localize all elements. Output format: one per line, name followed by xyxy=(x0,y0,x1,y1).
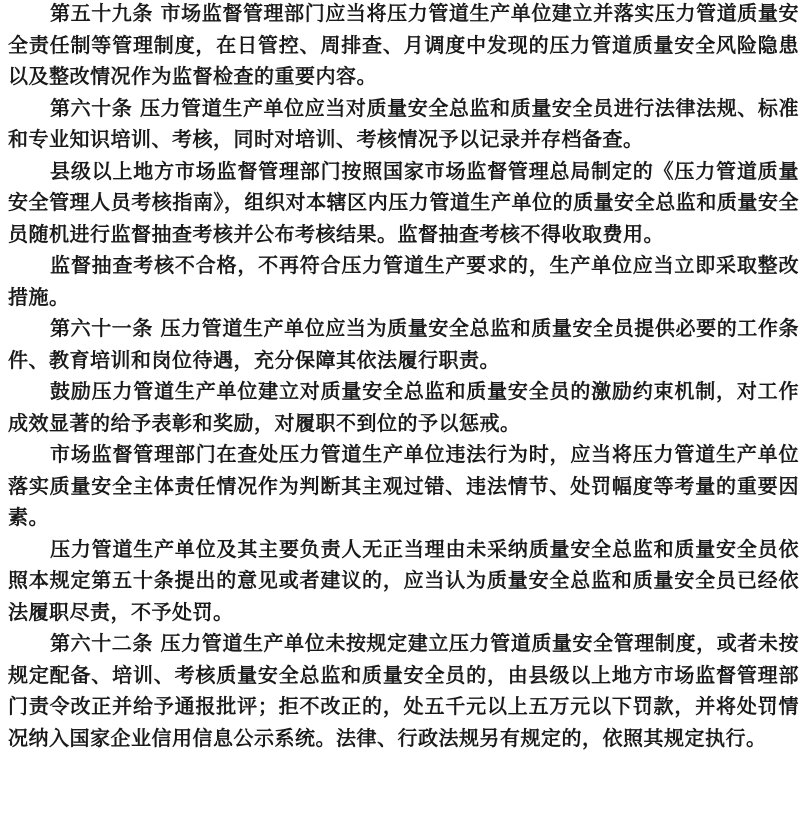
paragraph-article-61-incentive: 鼓励压力管道生产单位建立对质量安全总监和质量安全员的激励约束机制，对工作成效显著的给予表彰和奖励，对履职不到位的予以惩戒。 xyxy=(8,379,799,435)
paragraph-article-60-assessment: 县级以上地方市场监督管理部门按照国家市场监督管理总局制定的《压力管道质量安全管理人员考核指南》，组织对本辖区内压力管道生产单位的质量安全总监和质量安全员随机进行监督抽查考核并公布考核结果。监督抽查考核不得收取费用。 xyxy=(8,158,799,246)
paragraph-article-61: 第六十一条 压力管道生产单位应当为质量安全总监和质量安全员提供必要的工作条件、教育培训和岗位待遇，充分保障其依法履行职责。 xyxy=(8,316,799,372)
paragraph-article-60: 第六十条 压力管道生产单位应当对质量安全总监和质量安全员进行法律法规、标准和专业知识培训、考核，同时对培训、考核情况予以记录并存档备查。 xyxy=(8,95,799,151)
paragraph-article-61-enforcement: 市场监督管理部门在查处压力管道生产单位违法行为时，应当将压力管道生产单位落实质量安全主体责任情况作为判断其主观过错、违法情节、处罚幅度等考量的重要因素。 xyxy=(8,442,799,529)
paragraph-article-61-exemption: 压力管道生产单位及其主要负责人无正当理由未采纳质量安全总监和质量安全员依照本规定第五十条提出的意见或者建议的，应当认为质量安全总监和质量安全员已经依法履职尽责，不予处罚。 xyxy=(8,536,799,624)
paragraph-article-59: 第五十九条 市场监督管理部门应当将压力管道生产单位建立并落实压力管道质量安全责任制等管理制度，在日管控、周排查、月调度中发现的压力管道质量安全风险隐患以及整改情况作为监督检查的重要内容。 xyxy=(8,1,799,88)
paragraph-article-62: 第六十二条 压力管道生产单位未按规定建立压力管道质量安全管理制度，或者未按规定配备、培训、考核质量安全总监和质量安全员的，由县级以上地方市场监督管理部门责令改正并给予通报批评；拒不改正的，处五千元以上五万元以下罚款，并将处罚情况纳入国家企业信用信息公示系统。法律、行政法规另有规定的，依照其规定执行。 xyxy=(8,631,799,750)
paragraph-article-60-failure: 监督抽查考核不合格，不再符合压力管道生产要求的，生产单位应当立即采取整改措施。 xyxy=(8,253,799,309)
